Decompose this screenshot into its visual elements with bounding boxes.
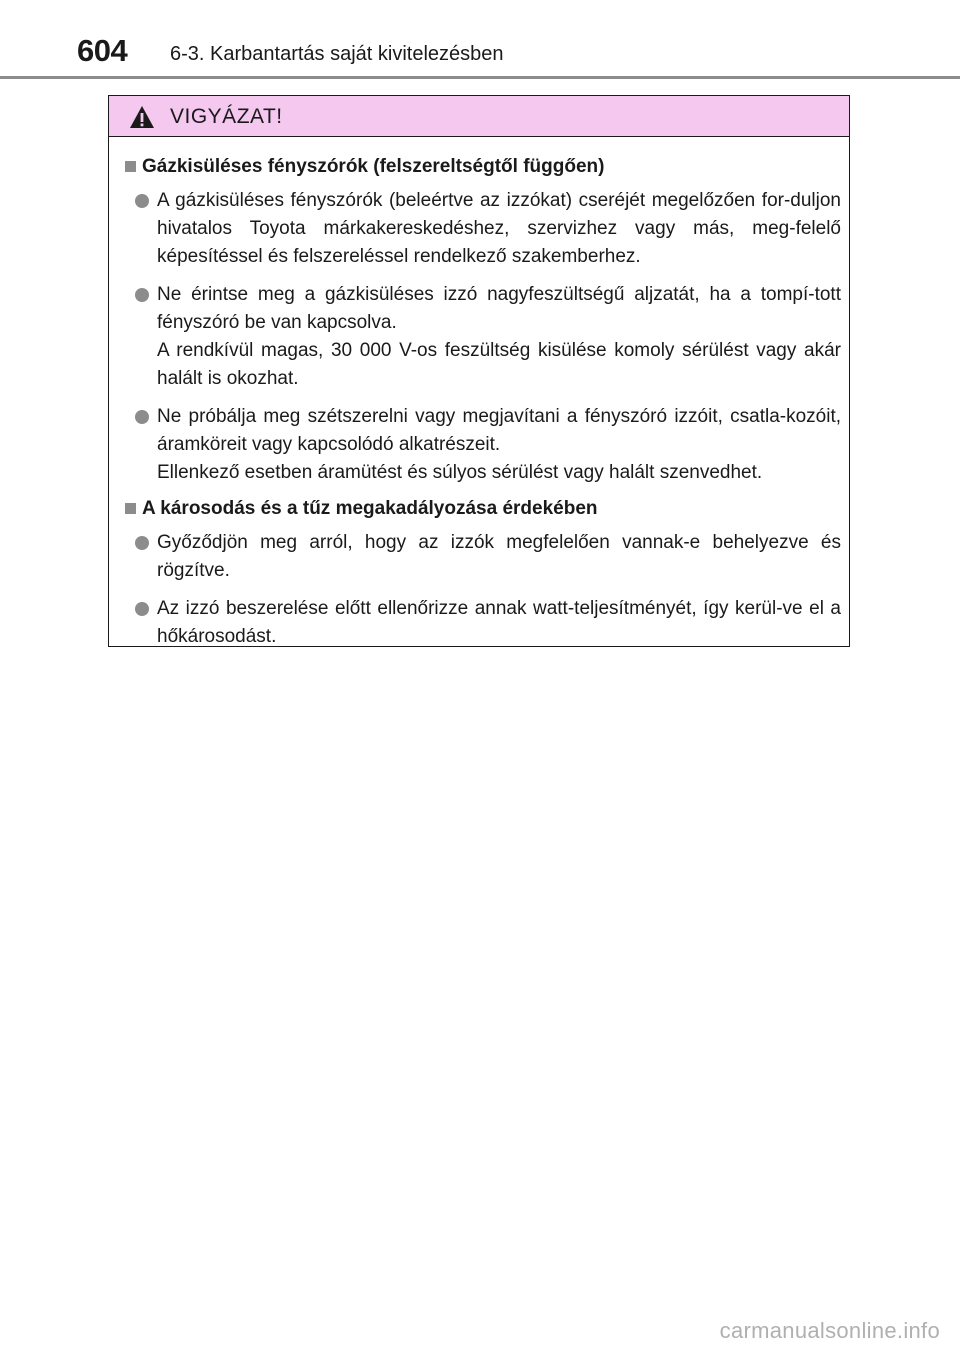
list-item [135,187,841,271]
list-item [135,403,841,487]
page-header [0,0,960,78]
warning-box [108,95,850,647]
section-heading [125,153,841,181]
item-text: Ellenkező esetben áramütést és súlyos sérülést vagy halált szenvedhet. [157,462,763,483]
item-text: Győződjön meg arról, hogy az izzók megfelelően vannak-e behelyezve és rögzítve. [157,532,841,581]
warning-header [109,96,849,137]
square-bullet-icon [125,161,136,172]
square-bullet-icon [125,503,136,514]
watermark: carmanualsonline.info [719,1318,940,1343]
list-item [135,281,841,393]
round-bullet-icon [135,410,149,424]
item-text: Ne próbálja meg szétszerelni vagy megjavítani a fényszóró izzóit, csatla-kozóit, áramköreit vagy kapcsolódó alkatrészeit. [157,406,841,455]
round-bullet-icon [135,602,149,616]
section-heading-text: Gázkisüléses fényszórók (felszereltségtől függően) [142,156,605,177]
header-divider [0,76,960,79]
item-text: A gázkisüléses fényszórók (beleértve az izzókat) cseréjét megelőzően for-duljon hivatalos Toyota márkakereskedéshez, szervizhez vagy más, meg-felelő képesítéssel és felszereléssel rendelkező szakemberhez. [157,190,841,267]
item-text: Az izzó beszerelése előtt ellenőrizze annak watt-teljesítményét, így kerül-ve el a hőkárosodást. [157,598,841,647]
round-bullet-icon [135,288,149,302]
list-item [135,595,841,651]
warning-title: VIGYÁZAT! [170,105,283,128]
section-heading-text: A károsodás és a tűz megakadályozása érdekében [142,498,598,519]
warning-content [109,137,849,651]
round-bullet-icon [135,194,149,208]
round-bullet-icon [135,536,149,550]
list-item [135,529,841,585]
warning-triangle-icon [129,105,155,129]
section-title: 6-3. Karbantartás saját kivitelezésben [170,43,504,65]
item-text: A rendkívül magas, 30 000 V-os feszültség kisülése komoly sérülést vagy akár halált is okozhat. [157,340,841,389]
page-number: 604 [77,33,128,68]
section-heading [125,495,841,523]
item-text: Ne érintse meg a gázkisüléses izzó nagyfeszültségű aljzatát, ha a tompí-tott fényszóró be van kapcsolva. [157,284,841,333]
